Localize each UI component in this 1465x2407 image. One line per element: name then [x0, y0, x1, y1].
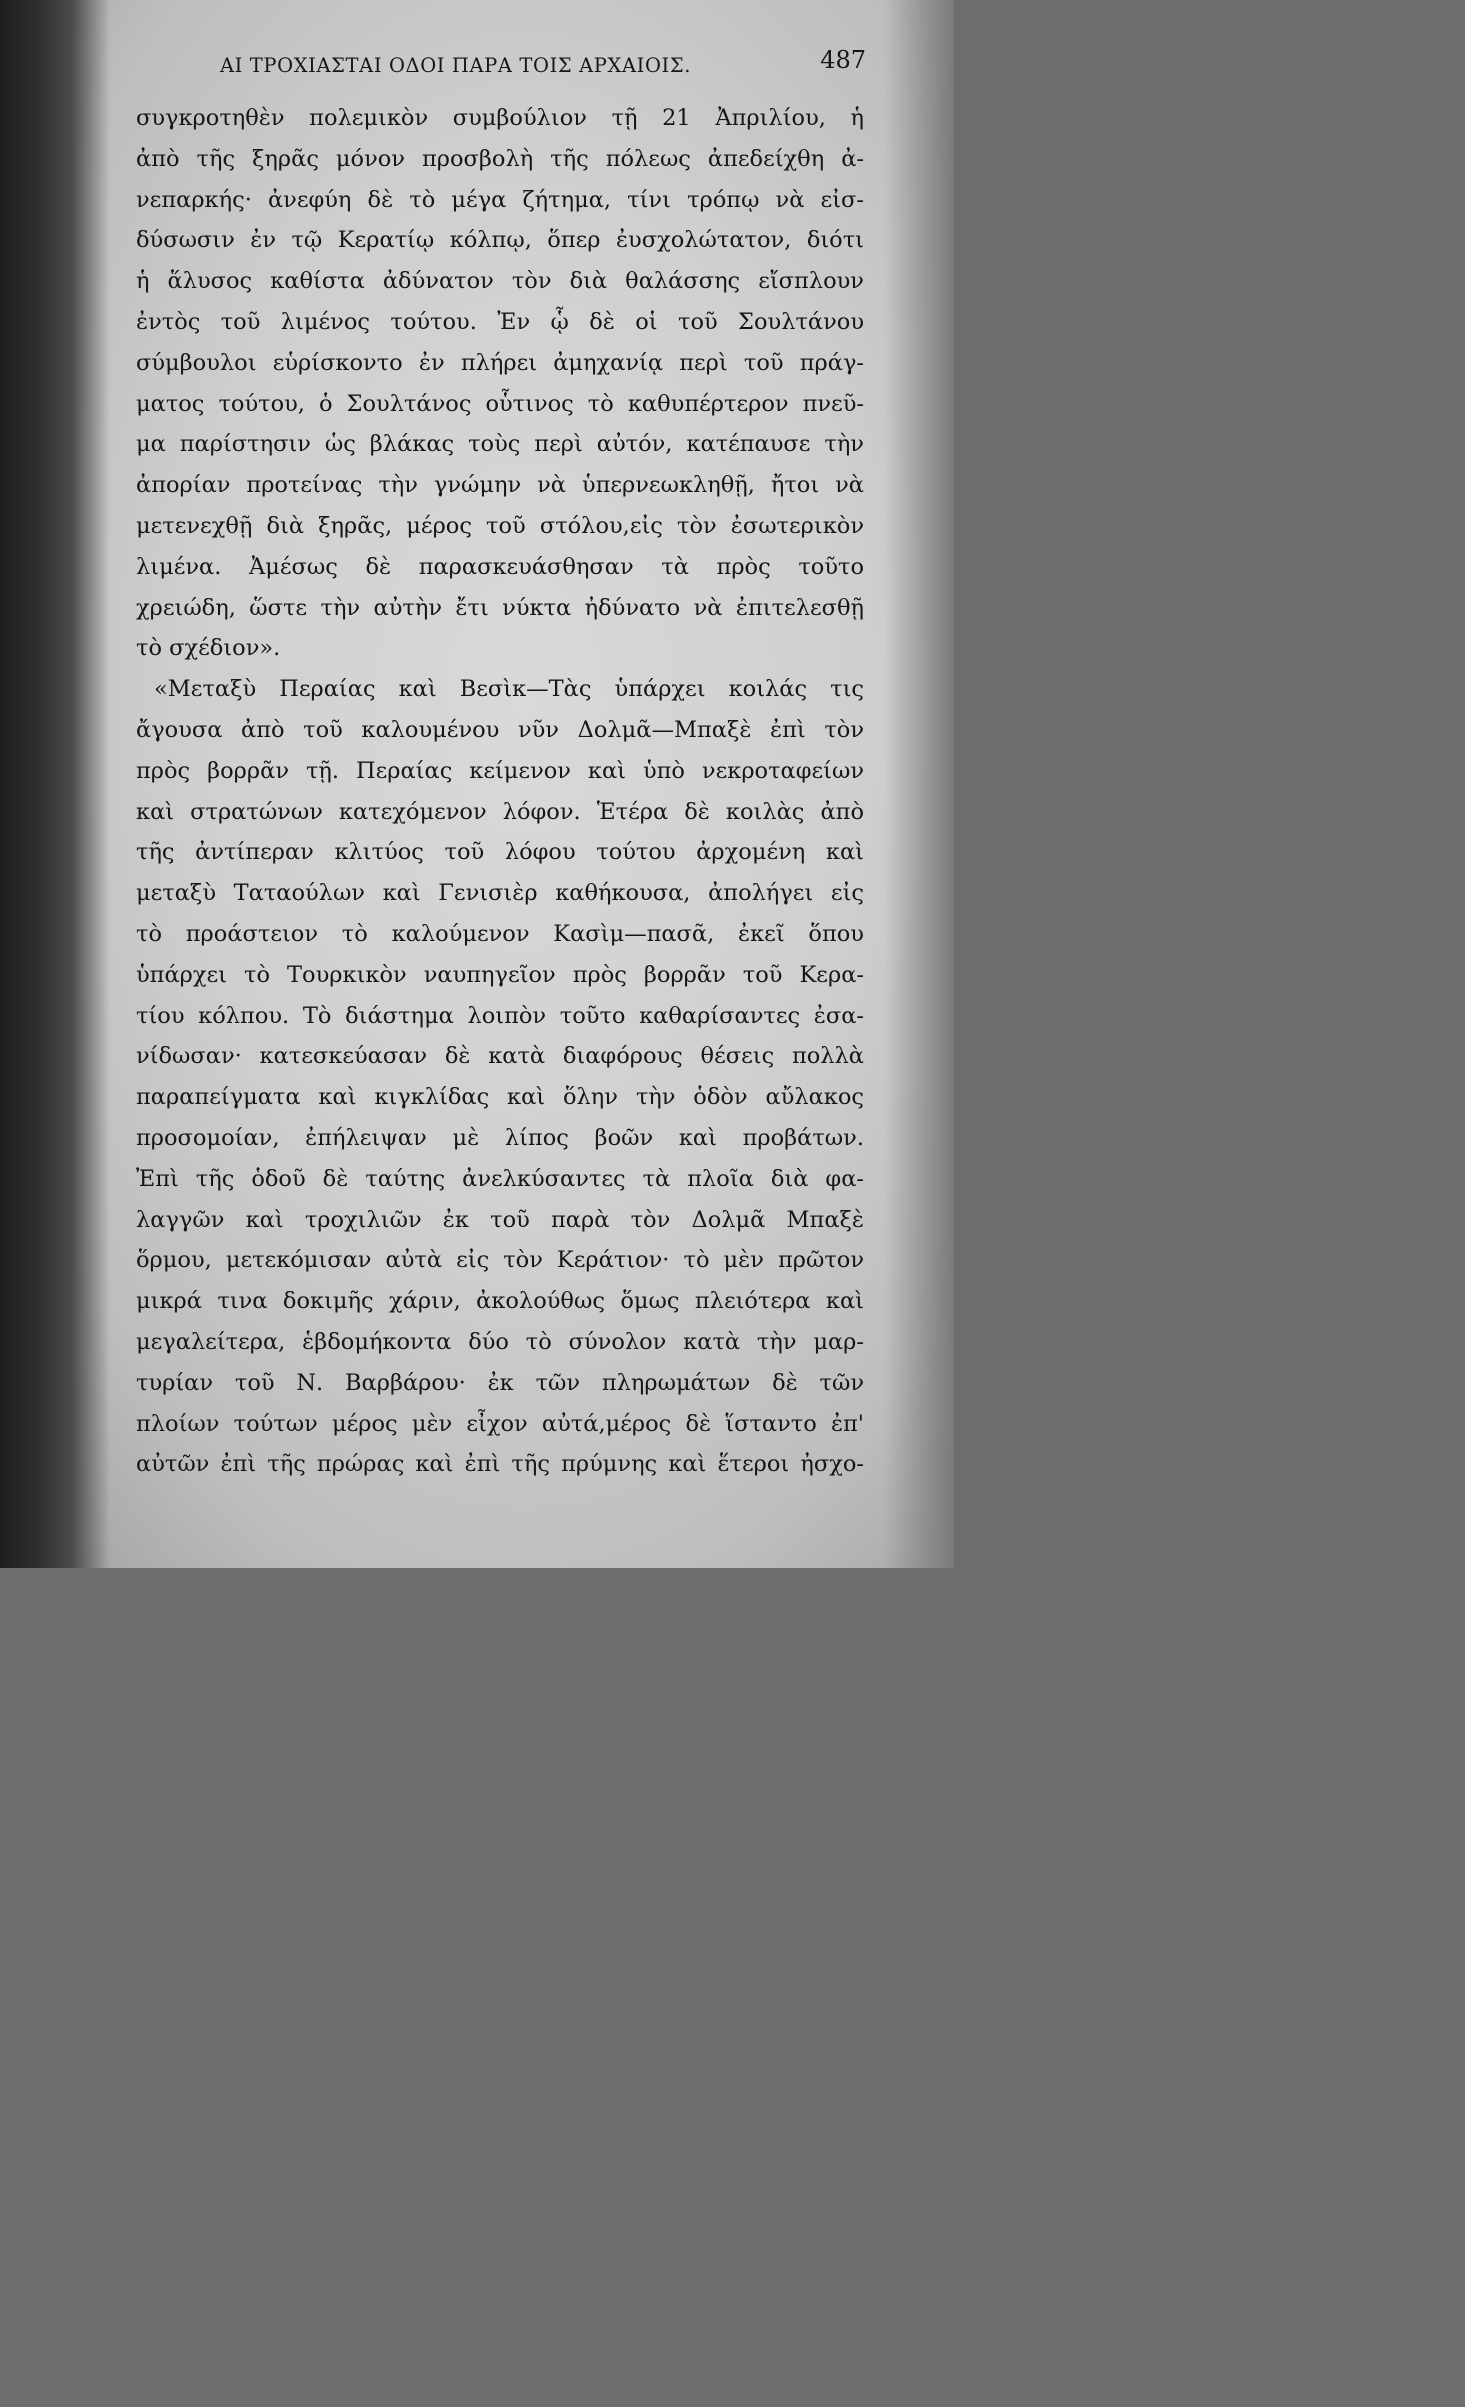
text-line: μετενεχθῇ διὰ ξηρᾶς, μέρος τοῦ στόλου,εἰς τὸν ἐσωτερικὸν	[136, 512, 864, 539]
text-line: καὶ στρατώνων κατεχόμενον λόφον. Ἑτέρα δὲ κοιλὰς ἀπὸ	[136, 798, 864, 825]
text-line: ἡ ἅλυσος καθίστα ἀδύνατον τὸν διὰ θαλάσσης εἴσπλουν	[136, 268, 864, 295]
text-line: νίδωσαν· κατεσκεύασαν δὲ κατὰ διαφόρους θέσεις πολλὰ	[136, 1043, 864, 1070]
text-line: μα παρίστησιν ὡς βλάκας τοὺς περὶ αὐτόν, κατέπαυσε τὴν	[136, 431, 864, 458]
text-line: χρειώδη, ὥστε τὴν αὐτὴν ἔτι νύκτα ἠδύνατο νὰ ἐπιτελεσθῇ	[136, 594, 864, 621]
text-line: τυρίαν τοῦ Ν. Βαρβάρου· ἐκ τῶν πληρωμάτων δὲ τῶν	[136, 1369, 864, 1396]
text-line: σύμβουλοι εὑρίσκοντο ἐν πλήρει ἀμηχανίᾳ περὶ τοῦ πράγ-	[136, 349, 864, 376]
text-line: συγκροτηθὲν πολεμικὸν συμβούλιον τῇ 21 Ἀπριλίου, ἡ	[136, 105, 864, 131]
text-line: προσομοίαν, ἐπήλειψαν μὲ λίπος βοῶν καὶ προβάτων.	[136, 1124, 864, 1151]
body-text	[120, 98, 880, 1485]
text-line: νεπαρκής· ἀνεφύη δὲ τὸ μέγα ζήτημα, τίνι τρόπῳ νὰ εἰσ-	[136, 186, 864, 213]
text-line: ὑπάρχει τὸ Τουρκικὸν ναυπηγεῖον πρὸς βορρᾶν τοῦ Κερα-	[136, 961, 864, 988]
text-line: λαγγῶν καὶ τροχιλιῶν ἐκ τοῦ παρὰ τὸν Δολμᾶ Μπαξὲ	[136, 1206, 864, 1233]
text-line: ματος τούτου, ὁ Σουλτάνος οὗτινος τὸ καθυπέρτερον πνεῦ-	[136, 390, 864, 417]
text-line: πλοίων τούτων μέρος μὲν εἶχον αὐτά,μέρος δὲ ἵσταντο ἐπ'	[136, 1410, 864, 1437]
page-number: 487	[820, 46, 866, 74]
text-line: «Μεταξὺ Περαίας καὶ Βεσὶκ—Τὰς ὑπάρχει κοιλάς τις	[154, 676, 864, 703]
page-edge-shadow	[884, 0, 954, 1568]
text-line: ἐντὸς τοῦ λιμένος τούτου. Ἐν ᾧ δὲ οἱ τοῦ Σουλτάνου	[136, 308, 864, 335]
text-line: μεγαλείτερα, ἑβδομήκοντα δύο τὸ σύνολον κατὰ τὴν μαρ-	[136, 1328, 864, 1355]
text-line: ὅρμου, μετεκόμισαν αὐτὰ εἰς τὸν Κεράτιον· τὸ μὲν πρῶτον	[136, 1247, 864, 1274]
text-line: τὸ σχέδιον».	[136, 635, 281, 662]
page-header	[120, 44, 880, 92]
text-line: τὸ προάστειον τὸ καλούμενον Κασὶμ—πασᾶ, ἐκεῖ ὅπου	[136, 920, 864, 947]
text-line: μεταξὺ Ταταούλων καὶ Γενισιὲρ καθήκουσα, ἀπολήγει εἰς	[136, 880, 864, 907]
text-line: Ἐπὶ τῆς ὁδοῦ δὲ ταύτης ἀνελκύσαντες τὰ πλοῖα διὰ φα-	[136, 1165, 864, 1192]
text-line: τῆς ἀντίπεραν κλιτύος τοῦ λόφου τούτου ἀρχομένη καὶ	[136, 839, 864, 866]
text-line: αὐτῶν ἐπὶ τῆς πρώρας καὶ ἐπὶ τῆς πρύμνης καὶ ἕτεροι ἠσχο-	[136, 1451, 864, 1478]
text-line: ἀπὸ τῆς ξηρᾶς μόνον προσβολὴ τῆς πόλεως ἀπεδείχθη ἀ-	[136, 145, 864, 172]
text-line: παραπείγματα καὶ κιγκλίδας καὶ ὅλην τὴν ὁδὸν αὔλακος	[136, 1084, 864, 1111]
running-title: ΑΙ ΤΡΟΧΙΑΣΤΑΙ ΟΔΟΙ ΠΑΡΑ ΤΟΙΣ ΑΡΧΑΙΟΙΣ.	[220, 54, 692, 77]
book-gutter-shadow	[0, 0, 110, 1568]
text-line: λιμένα. Ἀμέσως δὲ παρασκευάσθησαν τὰ πρὸς τοῦτο	[136, 553, 864, 580]
text-line: ἄγουσα ἀπὸ τοῦ καλουμένου νῦν Δολμᾶ—Μπαξὲ ἐπὶ τὸν	[136, 716, 864, 743]
text-line: μικρά τινα δοκιμῆς χάριν, ἀκολούθως ὅμως πλειότερα καὶ	[136, 1288, 864, 1315]
text-line: δύσωσιν ἐν τῷ Κερατίῳ κόλπῳ, ὅπερ ἐυσχολώτατον, διότι	[136, 227, 864, 254]
text-line: τίου κόλπου. Τὸ διάστημα λοιπὸν τοῦτο καθαρίσαντες ἐσα-	[136, 1002, 864, 1029]
text-line: πρὸς βορρᾶν τῇ. Περαίας κείμενον καὶ ὑπὸ νεκροταφείων	[136, 757, 864, 784]
book-page	[120, 44, 880, 1534]
text-line: ἀπορίαν προτείνας τὴν γνώμην νὰ ὑπερνεωκληθῇ, ἤτοι νὰ	[136, 472, 864, 499]
